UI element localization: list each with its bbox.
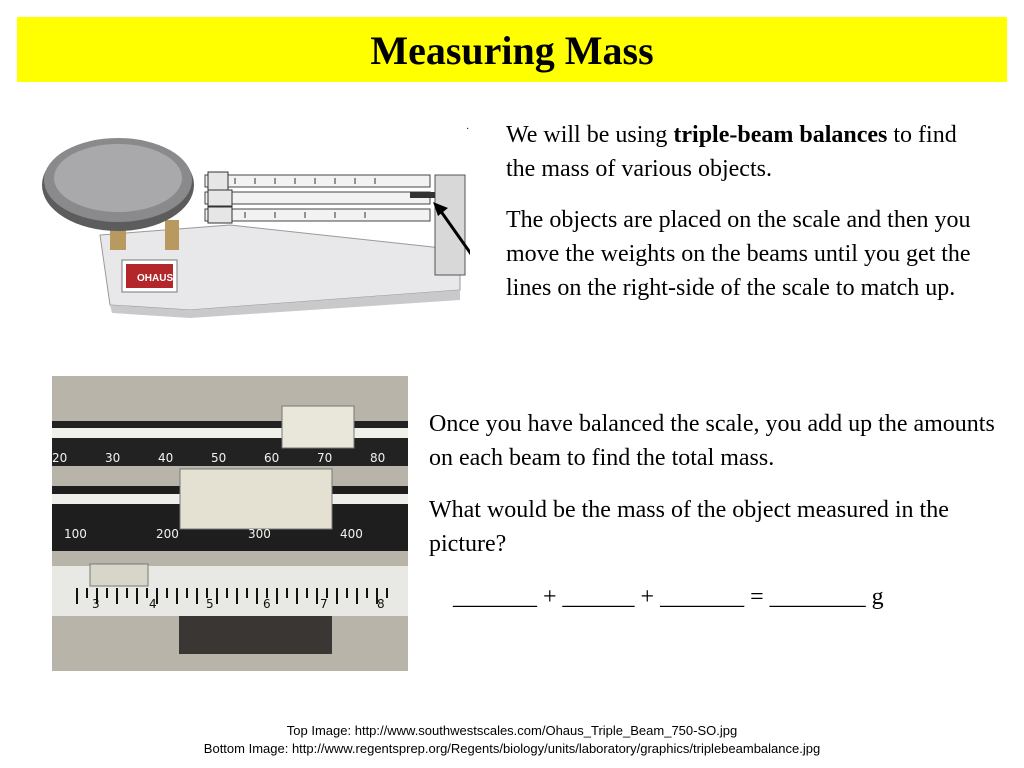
beam3-tick-label: 5 xyxy=(206,597,214,611)
brand-label: OHAUS xyxy=(137,273,174,284)
beam1-tick-label: 80 xyxy=(370,451,386,465)
beam1-tick-label: 60 xyxy=(264,451,280,465)
title-bar xyxy=(17,17,1007,82)
beam3-tick-label: 4 xyxy=(149,597,157,611)
triple-beam-balance-image xyxy=(40,110,470,320)
bullet-dot: · xyxy=(466,124,470,135)
paragraph-triple-beam xyxy=(506,118,976,186)
beam3-tick-label: 7 xyxy=(320,597,328,611)
beam2-tick-label: 200 xyxy=(156,527,179,541)
beam3-tick-label: 8 xyxy=(377,597,385,611)
beam1-tick-label: 20 xyxy=(52,451,68,465)
slide-title: Measuring Mass xyxy=(370,28,654,73)
beam1-tick-label: 50 xyxy=(211,451,227,465)
beam1-tick-label: 40 xyxy=(158,451,174,465)
paragraph1-prefix: We will be using xyxy=(506,122,674,148)
paragraph-question: What would be the mass of the object measured in the picture? xyxy=(429,497,949,557)
credit-bottom-image: Bottom Image: http://www.regentsprep.org/Regents/biology/units/laboratory/graphics/triplebeambalance.jpg xyxy=(203,741,821,756)
beam3-tick-label: 3 xyxy=(92,597,100,611)
paragraph1-suffix: to find the mass of various objects. xyxy=(506,122,957,182)
beam3-tick-label: 6 xyxy=(263,597,271,611)
paragraph-objects-placed: The objects are placed on the scale and then you move the weights on the beams until you get the lines on the right-side of the scale to match up. xyxy=(506,207,971,301)
paragraph1-bold: triple-beam balances xyxy=(673,122,888,148)
beam1-tick-label: 70 xyxy=(317,451,333,465)
image-credits xyxy=(0,722,1024,758)
answer-equation: _______ + ______ + _______ = ________ g xyxy=(453,584,884,610)
beam2-tick-label: 400 xyxy=(340,527,363,541)
beam-closeup-image xyxy=(52,376,408,671)
beam2-tick-label: 100 xyxy=(64,527,87,541)
paragraph-add-amounts: Once you have balanced the scale, you add up the amounts on each beam to find the total mass. xyxy=(429,411,995,471)
beam2-tick-label: 300 xyxy=(248,527,271,541)
beam1-tick-label: 30 xyxy=(105,451,121,465)
credit-top-image: Top Image: http://www.southwestscales.com/Ohaus_Triple_Beam_750-SO.jpg xyxy=(286,723,738,738)
